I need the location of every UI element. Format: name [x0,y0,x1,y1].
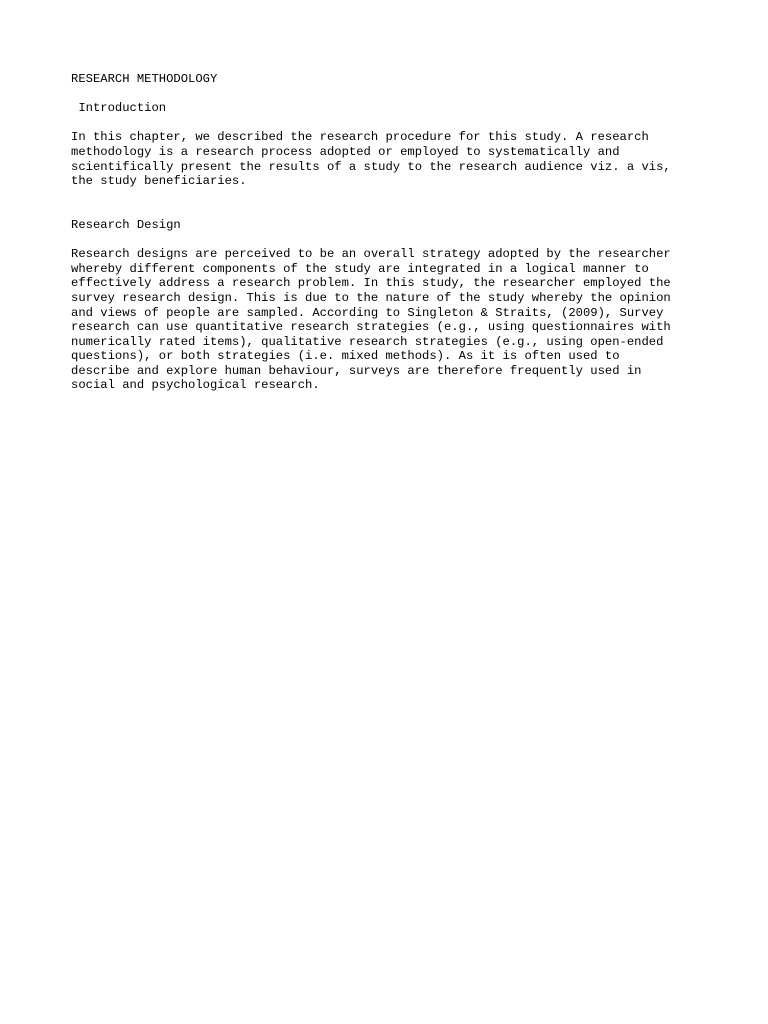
paragraph-line: questions), or both strategies (i.e. mixed methods). As it is often used to [71,349,620,364]
paragraph-line: effectively address a research problem. In this study, the researcher employed the [71,276,671,291]
paragraph-line: describe and explore human behaviour, surveys are therefore frequently used in [71,363,642,378]
paragraph-line: scientifically present the results of a study to the research audience viz. a vis, [71,159,671,174]
paragraph-line: and views of people are sampled. According to Singleton & Straits, (2009), Survey [71,305,664,320]
paragraph-line: methodology is a research process adopted or employed to systematically and [71,144,620,159]
research-design-paragraph [71,247,701,393]
section-heading-introduction: Introduction [71,101,167,116]
paragraph-line: social and psychological research. [71,378,320,393]
paragraph-line: whereby different components of the study are integrated in a logical manner to [71,261,649,276]
section-heading-research-design: Research Design [71,217,181,232]
paragraph-line: research can use quantitative research strategies (e.g., using questionnaires with [71,320,671,335]
paragraph-line: numerically rated items), qualitative research strategies (e.g., using open-ended [71,334,664,349]
paragraph-line: survey research design. This is due to the nature of the study whereby the opinion [71,290,671,305]
document-title: RESEARCH METHODOLOGY [71,72,218,86]
paragraph-line: Research designs are perceived to be an overall strategy adopted by the researcher [71,247,671,262]
paragraph-line: In this chapter, we described the research procedure for this study. A research [71,130,649,145]
introduction-paragraph [71,130,701,188]
paragraph-line: the study beneficiaries. [71,174,247,189]
document-body [71,72,701,408]
